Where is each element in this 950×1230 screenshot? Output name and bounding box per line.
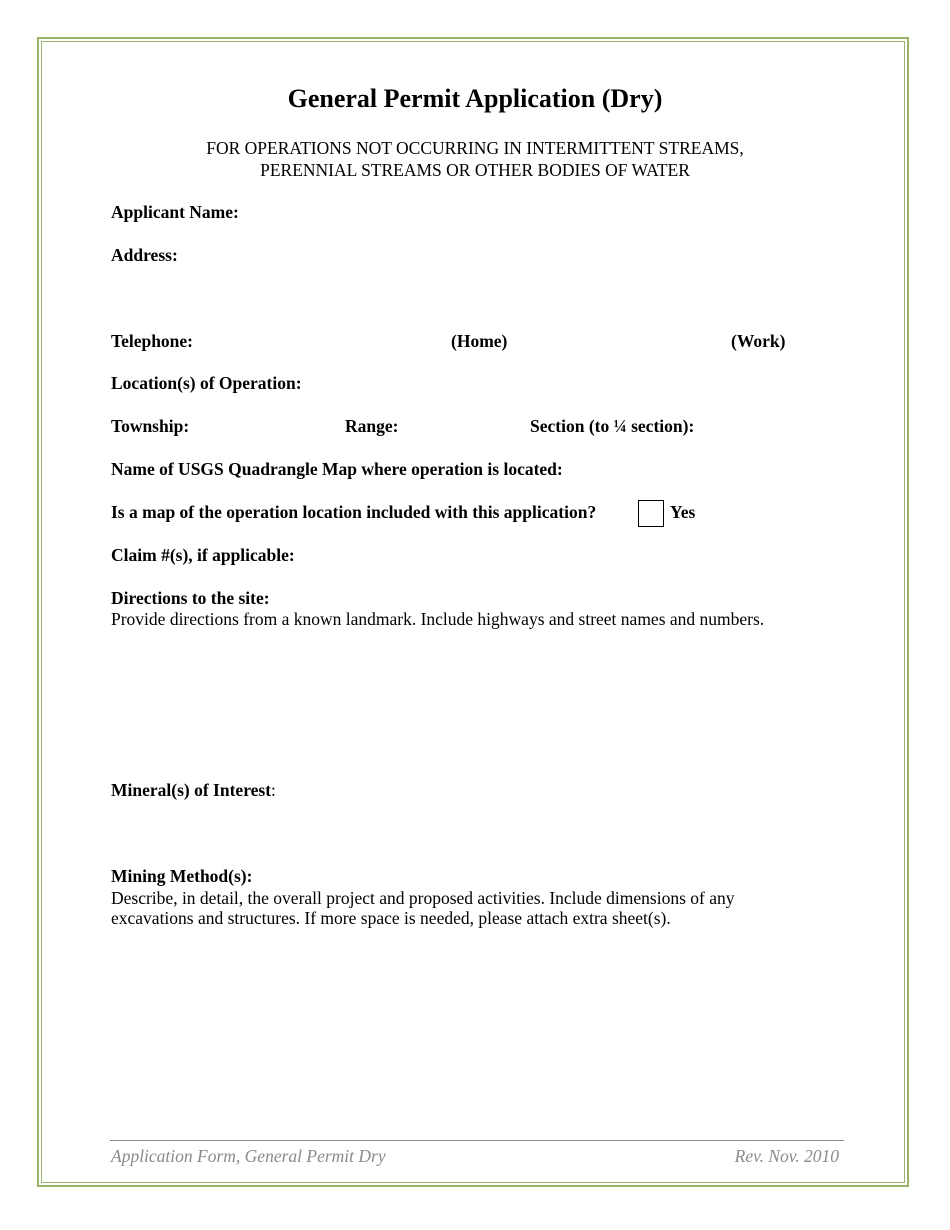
subtitle-line-2: PERENNIAL STREAMS OR OTHER BODIES OF WATER	[260, 160, 690, 180]
directions-help-text: Provide directions from a known landmark. Include highways and street names and numbers.	[111, 609, 765, 629]
form-subtitle	[0, 137, 950, 181]
claim-label: Claim #(s), if applicable:	[111, 545, 295, 565]
mining-help-line-2: excavations and structures. If more space is needed, please attach extra sheet(s).	[111, 908, 671, 928]
subtitle-line-1: FOR OPERATIONS NOT OCCURRING IN INTERMITTENT STREAMS,	[206, 138, 744, 158]
form-title: General Permit Application (Dry)	[287, 84, 663, 113]
yes-label: Yes	[670, 502, 696, 522]
locations-label: Location(s) of Operation:	[111, 373, 302, 393]
minerals-label	[111, 780, 276, 801]
address-label: Address:	[111, 245, 178, 265]
quadrangle-map-label: Name of USGS Quadrangle Map where operation is located:	[111, 459, 563, 479]
range-label: Range:	[345, 416, 399, 436]
work-phone-label: (Work)	[731, 331, 786, 351]
applicant-name-label: Applicant Name:	[111, 202, 239, 222]
mining-help-line-1: Describe, in detail, the overall project and proposed activities. Include dimensions of any	[111, 888, 735, 908]
footer-right: Rev. Nov. 2010	[734, 1146, 839, 1166]
mining-method-label: Mining Method(s):	[111, 866, 253, 886]
map-included-checkbox[interactable]	[638, 500, 664, 527]
footer-rule	[110, 1140, 844, 1141]
telephone-label: Telephone:	[111, 331, 194, 351]
map-included-question: Is a map of the operation location included with this application?	[111, 502, 597, 522]
directions-label: Directions to the site:	[111, 588, 270, 608]
township-label: Township:	[111, 416, 190, 436]
section-label: Section (to ¼ section):	[530, 416, 695, 436]
footer-left: Application Form, General Permit Dry	[111, 1146, 386, 1166]
minerals-label-colon: :	[271, 780, 276, 800]
home-phone-label: (Home)	[451, 331, 508, 351]
minerals-label-text: Mineral(s) of Interest	[111, 780, 272, 800]
